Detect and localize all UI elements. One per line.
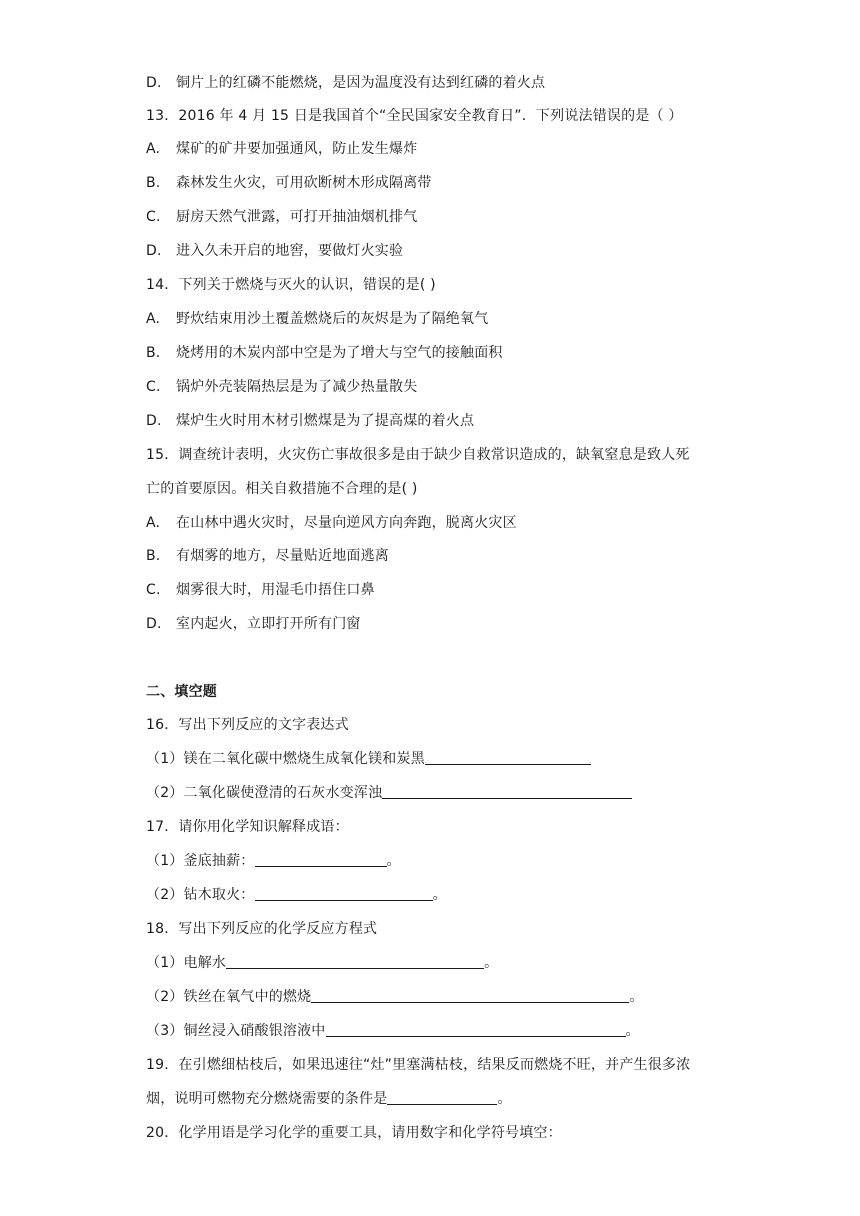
q17-item-1 [146,851,401,871]
option-text: 铜片上的红磷不能燃烧，是因为温度没有达到红磷的着火点 [176,75,546,91]
q14-option-a [146,309,488,329]
item-text: （2）钻木取火： [146,887,255,903]
item-text: （1）釜底抽薪： [146,853,255,869]
item-end: 。 [625,1023,640,1039]
answer-blank[interactable] [255,852,387,867]
option-label: D. [146,243,162,259]
option-label: D. [146,413,162,429]
item-end: 。 [386,853,401,869]
item-text: （3）铜丝浸入硝酸银溶液中 [146,1023,326,1039]
item-end: 。 [432,887,447,903]
answer-blank[interactable] [387,1090,497,1105]
answer-blank[interactable] [226,954,484,969]
q20-stem: 20．化学用语是学习化学的重要工具，请用数字和化学符号填空： [146,1125,562,1141]
item-end: 。 [497,1091,512,1107]
q18-item-3 [146,1021,640,1041]
q13-option-c [146,207,417,227]
q15-stem-line2: 亡的首要原因。相关自救措施不合理的是( ) [146,481,418,497]
q19-line1: 19．在引燃细枯枝后，如果迅速往“灶”里塞满枯枝，结果反而燃烧不旺，并产生很多浓 [146,1057,691,1073]
option-label: B. [146,548,161,564]
answer-blank[interactable] [326,1022,626,1037]
q15-option-b [146,546,389,566]
item-text: （1）镁在二氧化碳中燃烧生成氧化镁和炭黑 [146,751,425,767]
q16-item-2 [146,783,632,803]
option-label: B. [146,175,161,191]
q15-option-c [146,580,375,600]
item-text: （2）二氧化碳使澄清的石灰水变浑浊 [146,785,383,801]
option-label: C. [146,379,161,395]
answer-blank[interactable] [425,750,591,765]
option-text: 野炊结束用沙土覆盖燃烧后的灰烬是为了隔绝氧气 [176,311,489,327]
section-heading: 二、填空题 [146,684,217,700]
q14-option-b [146,343,503,363]
q13-stem: 13．2016 年 4 月 15 日是我国首个“全民国家安全教育日”．下列说法错误的是（ ） [146,108,683,124]
q13-option-a [146,139,417,159]
item-end: 。 [629,989,644,1005]
q14-stem: 14．下列关于燃烧与灭火的认识，错误的是( ) [146,277,436,293]
answer-blank[interactable] [255,886,433,901]
option-label: D. [146,75,162,91]
q14-option-d [146,411,474,431]
option-text: 煤炉生火时用木材引燃煤是为了提高煤的着火点 [176,413,475,429]
option-label: C. [146,582,161,598]
q18-stem: 18．写出下列反应的化学反应方程式 [146,921,378,937]
option-text: 烧烤用的木炭内部中空是为了增大与空气的接触面积 [176,345,503,361]
option-label: A. [146,515,161,531]
option-text: 厨房天然气泄露，可打开抽油烟机排气 [176,209,418,225]
option-label: C. [146,209,161,225]
q16-item-1 [146,749,591,769]
item-text: 烟，说明可燃物充分燃烧需要的条件是 [146,1091,388,1107]
q14-option-c [146,377,417,397]
option-text: 烟雾很大时，用湿毛巾捂住口鼻 [176,582,375,598]
q17-stem: 17．请你用化学知识解释成语： [146,819,349,835]
option-text: 在山林中遇火灾时，尽量向逆风方向奔跑，脱离火灾区 [176,515,517,531]
option-label: A. [146,141,161,157]
q16-stem: 16．写出下列反应的文字表达式 [146,717,349,733]
option-text: 进入久未开启的地窖，要做灯火实验 [176,243,404,259]
q17-item-2 [146,885,447,905]
q15-option-d [146,614,361,634]
q15-stem-line1: 15．调查统计表明，火灾伤亡事故很多是由于缺少自救常识造成的，缺氧窒息是致人死 [146,447,690,463]
q18-item-1 [146,953,498,973]
option-text: 有烟雾的地方，尽量贴近地面逃离 [176,548,389,564]
option-label: D. [146,616,162,632]
answer-blank[interactable] [311,988,629,1003]
q13-option-d [146,241,403,261]
item-end: 。 [484,955,499,971]
q18-item-2 [146,987,644,1007]
option-text: 室内起火，立即打开所有门窗 [176,616,361,632]
option-text: 锅炉外壳装隔热层是为了减少热量散失 [176,379,418,395]
q19-line2 [146,1089,512,1109]
option-text: 煤矿的矿井要加强通风，防止发生爆炸 [176,141,418,157]
q15-option-a [146,513,517,533]
option-label: A. [146,311,161,327]
q12-option-d [146,73,545,93]
answer-blank[interactable] [382,784,632,799]
option-label: B. [146,345,161,361]
item-text: （1）电解水 [146,955,227,971]
q13-option-b [146,173,432,193]
item-text: （2）铁丝在氧气中的燃烧 [146,989,312,1005]
option-text: 森林发生火灾，可用砍断树木形成隔离带 [176,175,432,191]
